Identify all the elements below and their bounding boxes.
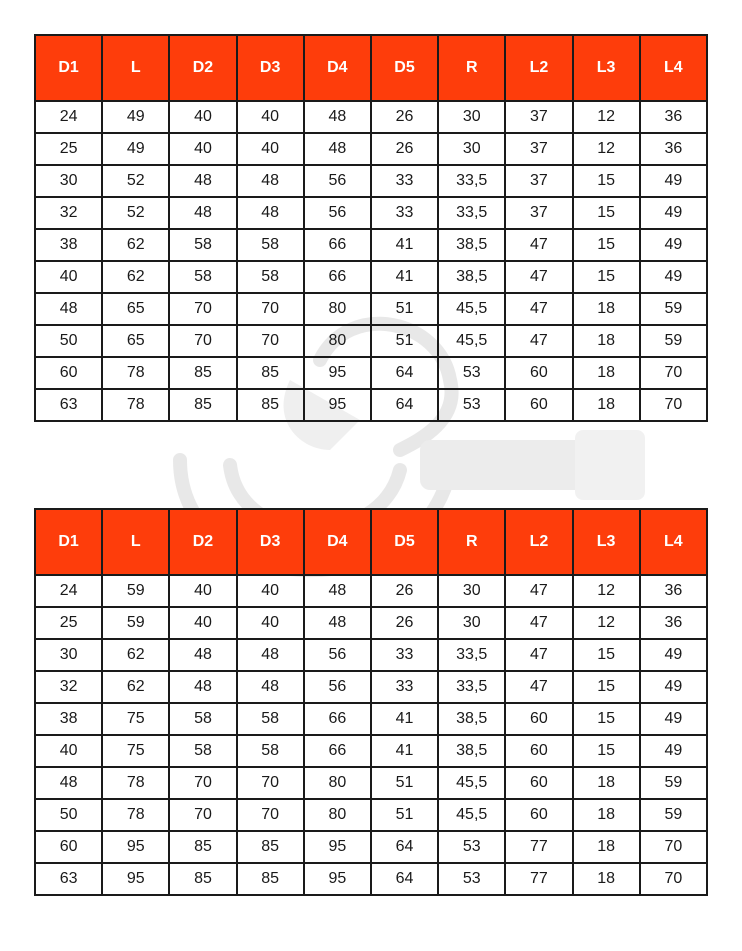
table-cell: 30 [438,607,505,639]
table-cell: 63 [35,389,102,421]
table-cell: 30 [438,133,505,165]
table-cell: 47 [505,639,572,671]
table-row [35,575,707,607]
table-cell: 49 [640,165,707,197]
table-cell: 48 [237,639,304,671]
table-cell: 15 [573,197,640,229]
table-row [35,703,707,735]
table-cell: 37 [505,197,572,229]
table-cell: 33,5 [438,671,505,703]
table-row [35,735,707,767]
table-cell: 60 [505,767,572,799]
table-cell: 85 [169,357,236,389]
table-cell: 70 [169,767,236,799]
table-cell: 37 [505,165,572,197]
table-row [35,639,707,671]
table-cell: 85 [237,389,304,421]
table-cell: 40 [169,133,236,165]
table-cell: 66 [304,261,371,293]
table-cell: 64 [371,357,438,389]
table-cell: 12 [573,133,640,165]
table-cell: 18 [573,831,640,863]
table-cell: 70 [640,357,707,389]
table-cell: 18 [573,357,640,389]
table-cell: 30 [35,165,102,197]
table-cell: 60 [505,799,572,831]
table-cell: 45,5 [438,293,505,325]
table-cell: 15 [573,261,640,293]
table-cell: 48 [169,165,236,197]
table-cell: 53 [438,863,505,895]
table-cell: 41 [371,229,438,261]
table-cell: 33 [371,197,438,229]
table-cell: 51 [371,799,438,831]
table-cell: 59 [102,575,169,607]
table-cell: 48 [304,575,371,607]
table-cell: 48 [237,197,304,229]
dimension-table-1 [34,34,708,422]
header-row [35,35,707,101]
table-cell: 51 [371,325,438,357]
table-cell: 48 [35,767,102,799]
table-cell: 40 [35,735,102,767]
table-cell: 85 [237,357,304,389]
table-cell: 47 [505,671,572,703]
table-cell: 25 [35,133,102,165]
table-cell: 48 [169,639,236,671]
table-cell: 62 [102,261,169,293]
table-cell: 49 [640,197,707,229]
table-cell: 53 [438,389,505,421]
header-cell: R [438,509,505,575]
table-row [35,799,707,831]
table-cell: 41 [371,261,438,293]
table-cell: 60 [505,357,572,389]
table-cell: 63 [35,863,102,895]
header-cell: D3 [237,35,304,101]
table-cell: 47 [505,607,572,639]
table-cell: 66 [304,703,371,735]
table-cell: 80 [304,325,371,357]
table-cell: 18 [573,863,640,895]
table-cell: 45,5 [438,767,505,799]
table-cell: 12 [573,575,640,607]
header-cell: D4 [304,509,371,575]
table-cell: 40 [237,607,304,639]
table-cell: 33,5 [438,197,505,229]
table-cell: 51 [371,767,438,799]
table-cell: 36 [640,575,707,607]
table-cell: 40 [237,101,304,133]
table-cell: 80 [304,767,371,799]
table-cell: 78 [102,767,169,799]
table-cell: 58 [237,229,304,261]
table-cell: 30 [438,101,505,133]
table-cell: 52 [102,165,169,197]
table-cell: 58 [237,703,304,735]
table-cell: 18 [573,325,640,357]
table-cell: 48 [169,197,236,229]
table-cell: 60 [505,735,572,767]
table-cell: 53 [438,357,505,389]
table-cell: 62 [102,639,169,671]
table-cell: 60 [35,831,102,863]
table-cell: 77 [505,863,572,895]
table-row [35,357,707,389]
table-cell: 26 [371,101,438,133]
table-cell: 58 [169,229,236,261]
table-cell: 56 [304,165,371,197]
table-cell: 50 [35,799,102,831]
table-cell: 15 [573,703,640,735]
header-cell: D1 [35,509,102,575]
table-cell: 40 [237,575,304,607]
table-cell: 85 [169,389,236,421]
table-cell: 18 [573,389,640,421]
table-row [35,133,707,165]
table-cell: 15 [573,165,640,197]
table-cell: 47 [505,229,572,261]
table-cell: 95 [102,863,169,895]
table-cell: 33 [371,671,438,703]
table-cell: 65 [102,325,169,357]
table-cell: 58 [169,735,236,767]
table-cell: 59 [640,767,707,799]
table-row [35,671,707,703]
table-cell: 58 [169,703,236,735]
table-cell: 41 [371,735,438,767]
table-cell: 47 [505,293,572,325]
table-cell: 58 [237,735,304,767]
table-cell: 33,5 [438,639,505,671]
table-cell: 18 [573,767,640,799]
table-cell: 64 [371,831,438,863]
table-cell: 48 [237,165,304,197]
table-cell: 26 [371,607,438,639]
table-cell: 95 [304,831,371,863]
header-cell: D1 [35,35,102,101]
table-cell: 49 [640,671,707,703]
header-cell: D2 [169,35,236,101]
table-cell: 47 [505,261,572,293]
header-cell: D5 [371,35,438,101]
header-cell: D2 [169,509,236,575]
table-cell: 85 [169,863,236,895]
table-cell: 25 [35,607,102,639]
table-cell: 48 [35,293,102,325]
table-cell: 36 [640,607,707,639]
table-cell: 56 [304,197,371,229]
table-cell: 62 [102,671,169,703]
table-row [35,607,707,639]
table-cell: 70 [237,767,304,799]
table-cell: 75 [102,735,169,767]
table-cell: 78 [102,357,169,389]
header-cell: L3 [573,509,640,575]
table-cell: 48 [304,607,371,639]
table-cell: 95 [102,831,169,863]
table-cell: 78 [102,799,169,831]
table-cell: 40 [169,101,236,133]
table-cell: 36 [640,133,707,165]
table-cell: 38,5 [438,261,505,293]
table-cell: 47 [505,575,572,607]
table-cell: 15 [573,671,640,703]
table-cell: 24 [35,101,102,133]
table-row [35,389,707,421]
table-cell: 40 [35,261,102,293]
table-cell: 64 [371,863,438,895]
header-cell: L2 [505,509,572,575]
table-row [35,165,707,197]
table-cell: 64 [371,389,438,421]
table-cell: 15 [573,735,640,767]
table-cell: 49 [640,703,707,735]
table-cell: 60 [505,703,572,735]
table-cell: 60 [505,389,572,421]
table-cell: 59 [102,607,169,639]
table-cell: 48 [237,671,304,703]
table-row [35,261,707,293]
table-cell: 56 [304,671,371,703]
header-cell: L3 [573,35,640,101]
table-cell: 85 [237,863,304,895]
table-cell: 38 [35,703,102,735]
header-cell: L [102,35,169,101]
header-cell: L2 [505,35,572,101]
table-cell: 70 [640,831,707,863]
table-row [35,101,707,133]
table-cell: 70 [169,293,236,325]
table-cell: 40 [169,607,236,639]
table-cell: 33 [371,639,438,671]
table-cell: 15 [573,229,640,261]
table-row [35,197,707,229]
table-cell: 78 [102,389,169,421]
table-cell: 95 [304,357,371,389]
table-cell: 49 [640,261,707,293]
table-cell: 70 [169,325,236,357]
table-cell: 70 [237,325,304,357]
table-row [35,325,707,357]
table-cell: 41 [371,703,438,735]
table-cell: 30 [438,575,505,607]
table-cell: 18 [573,293,640,325]
table-cell: 70 [640,863,707,895]
table-cell: 49 [640,639,707,671]
table-body [35,575,707,895]
header-cell: L [102,509,169,575]
table-cell: 48 [304,133,371,165]
table-cell: 70 [237,799,304,831]
table-cell: 40 [169,575,236,607]
table-cell: 24 [35,575,102,607]
table-cell: 45,5 [438,799,505,831]
table-cell: 48 [169,671,236,703]
table-cell: 77 [505,831,572,863]
table-cell: 12 [573,607,640,639]
table-cell: 36 [640,101,707,133]
table-cell: 59 [640,325,707,357]
table-cell: 62 [102,229,169,261]
header-cell: L4 [640,35,707,101]
header-cell: L4 [640,509,707,575]
table-cell: 32 [35,197,102,229]
table-cell: 70 [640,389,707,421]
table-cell: 18 [573,799,640,831]
table-cell: 52 [102,197,169,229]
table-cell: 65 [102,293,169,325]
table-cell: 66 [304,735,371,767]
table-cell: 38,5 [438,229,505,261]
table-cell: 75 [102,703,169,735]
header-cell: R [438,35,505,101]
table-cell: 58 [169,261,236,293]
table-cell: 85 [237,831,304,863]
table-cell: 33,5 [438,165,505,197]
table-row [35,767,707,799]
table-cell: 38,5 [438,703,505,735]
table-cell: 49 [102,101,169,133]
table-row [35,229,707,261]
table-cell: 45,5 [438,325,505,357]
table-cell: 37 [505,133,572,165]
table-cell: 15 [573,639,640,671]
table-cell: 80 [304,799,371,831]
table-cell: 58 [237,261,304,293]
table-cell: 66 [304,229,371,261]
table-cell: 38,5 [438,735,505,767]
table-cell: 33 [371,165,438,197]
table-cell: 37 [505,101,572,133]
dimension-table-2 [34,508,708,896]
table-cell: 26 [371,575,438,607]
header-cell: D4 [304,35,371,101]
table-cell: 12 [573,101,640,133]
table-cell: 95 [304,389,371,421]
table-cell: 56 [304,639,371,671]
table-cell: 32 [35,671,102,703]
table-cell: 70 [237,293,304,325]
table-cell: 53 [438,831,505,863]
table-body [35,101,707,421]
table-cell: 70 [169,799,236,831]
table-cell: 80 [304,293,371,325]
table-cell: 40 [237,133,304,165]
table-cell: 38 [35,229,102,261]
table-cell: 48 [304,101,371,133]
table-cell: 50 [35,325,102,357]
table-cell: 95 [304,863,371,895]
table-row [35,293,707,325]
table-row [35,831,707,863]
table-cell: 49 [640,229,707,261]
table-cell: 47 [505,325,572,357]
table-cell: 30 [35,639,102,671]
table-row [35,863,707,895]
table-cell: 59 [640,799,707,831]
table-cell: 85 [169,831,236,863]
table-cell: 26 [371,133,438,165]
table-cell: 49 [640,735,707,767]
table-cell: 49 [102,133,169,165]
header-cell: D3 [237,509,304,575]
table-cell: 59 [640,293,707,325]
header-row [35,509,707,575]
table-cell: 60 [35,357,102,389]
table-cell: 51 [371,293,438,325]
header-cell: D5 [371,509,438,575]
